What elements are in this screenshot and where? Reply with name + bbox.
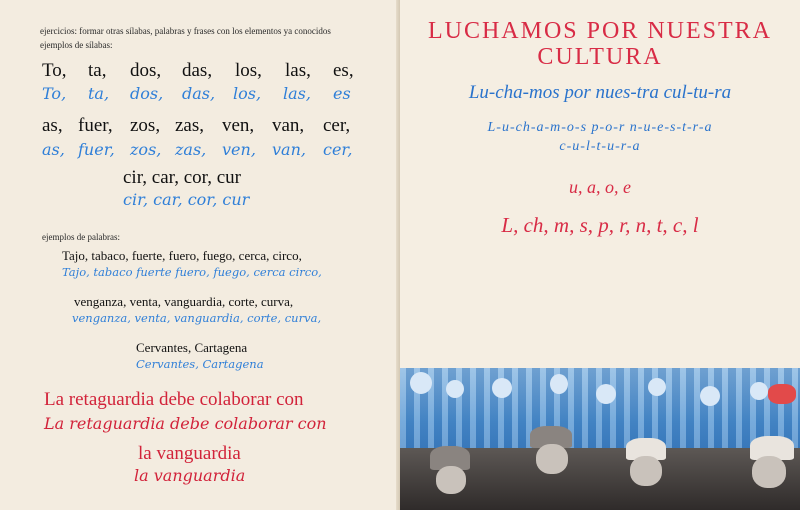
- words-row-1-print: Tajo, tabaco, fuerte, fuero, fuego, cerca, circo,: [62, 248, 302, 263]
- syllable-script: cer,: [323, 140, 353, 159]
- syllable: ta,: [88, 60, 107, 81]
- syllable-script: zos,: [130, 140, 162, 159]
- words-row-1-script: Tajo, tabaco fuerte fuero, fuego, cerca circo,: [62, 265, 322, 279]
- syllable-script: ta,: [88, 84, 110, 103]
- syllable-script: zas,: [175, 140, 207, 159]
- syllable-script: dos,: [130, 84, 164, 103]
- syllable-script: los,: [233, 84, 262, 103]
- syllable: To,: [42, 60, 67, 81]
- words-row-3-script: Cervantes, Cartagena: [136, 357, 264, 371]
- syllable: es,: [333, 60, 354, 81]
- words-row-2-print: venganza, venta, vanguardia, corte, curva,: [74, 294, 294, 309]
- letters-line-2: c-u-l-t-u-r-a: [559, 139, 641, 154]
- syllable: zos,: [130, 115, 161, 136]
- phrase-print: La retaguardia debe colaborar con: [44, 389, 304, 410]
- vowels-line: u, a, o, e: [569, 177, 631, 197]
- syllables-label: ejemplos de sílabas:: [40, 40, 113, 50]
- page-title-line-2: CULTURA: [537, 44, 663, 70]
- syllable-script: as,: [42, 140, 65, 159]
- syllable: as,: [42, 115, 63, 136]
- words-label: ejemplos de palabras:: [42, 232, 120, 242]
- syllable-row-3-print: cir, car, cor, cur: [123, 167, 241, 188]
- syllabified-phrase: Lu-cha-mos por nues-tra cul-tu-ra: [468, 82, 732, 103]
- consonants-line: L, ch, m, s, p, r, n, t, c, l: [501, 213, 699, 237]
- words-row-3-print: Cervantes, Cartagena: [136, 340, 248, 355]
- syllable: ven,: [222, 115, 255, 136]
- phrase-script: La retaguardia debe colaborar con: [44, 414, 327, 433]
- syllable: las,: [285, 60, 311, 81]
- syllable: zas,: [175, 115, 205, 136]
- syllable-script: es: [333, 84, 351, 103]
- phrase2-print: la vanguardia: [138, 443, 241, 464]
- syllable-script: las,: [283, 84, 311, 103]
- syllable: das,: [182, 60, 213, 81]
- syllable: los,: [235, 60, 262, 81]
- syllable: van,: [272, 115, 305, 136]
- syllable-script: van,: [272, 140, 306, 159]
- page-title-line-1: LUCHAMOS POR NUESTRA: [427, 18, 773, 44]
- syllable: fuer,: [78, 115, 113, 136]
- syllable-script: ven,: [222, 140, 256, 159]
- syllable: cer,: [323, 115, 351, 136]
- syllable-script: das,: [182, 84, 216, 103]
- classroom-photo-collage: [400, 338, 800, 510]
- syllable-row-3-script: cir, car, cor, cur: [123, 190, 250, 209]
- syllable-script: To,: [42, 84, 67, 103]
- phrase2-script: la vanguardia: [134, 466, 246, 485]
- exercise-instruction: ejercicios: formar otras sílabas, palabras y frases con los elementos ya conocidos: [40, 26, 331, 36]
- right-page: [400, 0, 800, 510]
- syllable-script: fuer,: [78, 140, 115, 159]
- syllable: dos,: [130, 60, 162, 81]
- words-row-2-script: venganza, venta, vanguardia, corte, curva,: [72, 311, 322, 325]
- letters-line-1: L-u-ch-a-m-o-s p-o-r n-u-e-s-t-r-a: [487, 120, 713, 135]
